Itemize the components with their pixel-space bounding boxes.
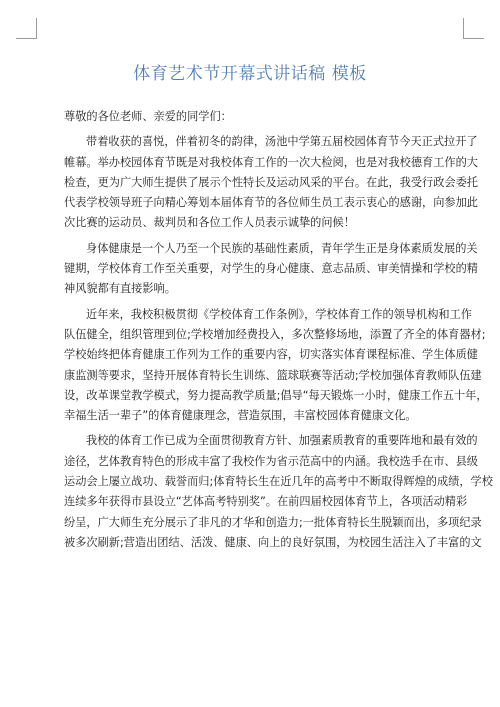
- paragraph-1: [64, 132, 478, 233]
- paragraph-line: 代表学校领导班子向精心筹划本届体育节的各位师生员工表示衷心的感谢，向参加此: [64, 196, 478, 210]
- document-title: 体育艺术节开幕式讲话稿 模板: [133, 64, 367, 84]
- paragraph-line: 运动会上屡立战功、载誉而归;体育特长生在近几年的高考中不断取得辉煌的成绩，学校: [64, 475, 493, 489]
- paragraph-line: 被多次刷新;营造出团结、活泼、健康、向上的良好氛围，为校园生活注入了丰富的文: [64, 535, 482, 549]
- crop-mark-top-right-horizontal: [464, 38, 484, 39]
- greeting: 尊敬的各位老师、亲爱的同学们：: [64, 110, 232, 123]
- paragraph-line: 检查，更为广大师生提供了展示个性特长及运动风采的平台。在此，我受行政会委托: [64, 175, 478, 189]
- paragraph-line: 途径，艺体教育特色的形成丰富了我校作为省示范高中的内涵。我校选手在市、县级: [64, 454, 478, 468]
- paragraph-line: 身体健康是一个人乃至一个民族的基础性素质，青年学生正是身体素质发展的关: [86, 241, 478, 255]
- paragraph-line: 我校的体育工作已成为全面贯彻教育方针、加强素质教育的重要阵地和最有效的: [86, 434, 478, 448]
- document-body: [64, 107, 493, 553]
- paragraph-line: 神风貌都有直接影响。: [64, 282, 176, 296]
- paragraph-line: 键期，学校体育工作至关重要，对学生的身心健康、意志品质、审美情操和学校的精: [64, 262, 478, 276]
- paragraph-3: [64, 305, 488, 427]
- crop-mark-top-right-vertical: [463, 18, 464, 39]
- paragraph-2: [64, 239, 478, 300]
- paragraph-line: 设，改革课堂教学模式，努力提高教学质量;倡导“每天锻炼一小时，健康工作五十年，: [64, 388, 488, 402]
- paragraph-4: [64, 431, 493, 553]
- paragraph-line: 纷呈，广大师生充分展示了非凡的才华和创造力;一批体育特长生脱颖而出，多项纪录: [64, 515, 482, 529]
- crop-mark-top-left-vertical: [36, 18, 37, 39]
- paragraph-line: 带着收获的喜悦，伴着初冬的韵律，汤池中学第五届校园体育节今天正式拉开了: [86, 135, 478, 149]
- paragraph-line: 次比赛的运动员、裁判员和各位工作人员表示诚挚的问候！: [64, 216, 355, 230]
- paragraph-line: 帷幕。举办校园体育节既是对我校体育工作的一次大检阅，也是对我校德育工作的大: [64, 155, 478, 169]
- paragraph-line: 学校始终把体育健康工作列为工作的重要内容，切实落实体育课程标准、学生体质健: [64, 348, 478, 362]
- paragraph-line: 康监测等要求，坚持开展体育特长生训练、篮球联赛等活动;学校加强体育教师队伍建: [64, 368, 482, 382]
- paragraph-line: 队伍健全，组织管理到位;学校增加经费投入，多次整修场地，添置了齐全的体育器材;: [64, 327, 486, 341]
- paragraph-line: 幸福生活一辈子”的体育健康理念，营造氛围，丰富校园体育健康文化。: [64, 409, 417, 423]
- paragraph-line: 连续多年获得市县设立“艺体高考特别奖”。在前四届校园体育节上，各项活动精彩: [64, 495, 468, 509]
- crop-mark-top-left-horizontal: [16, 38, 36, 39]
- paragraph-line: 近年来，我校积极贯彻《学校体育工作条例》，学校体育工作的领导机构和工作: [86, 307, 472, 321]
